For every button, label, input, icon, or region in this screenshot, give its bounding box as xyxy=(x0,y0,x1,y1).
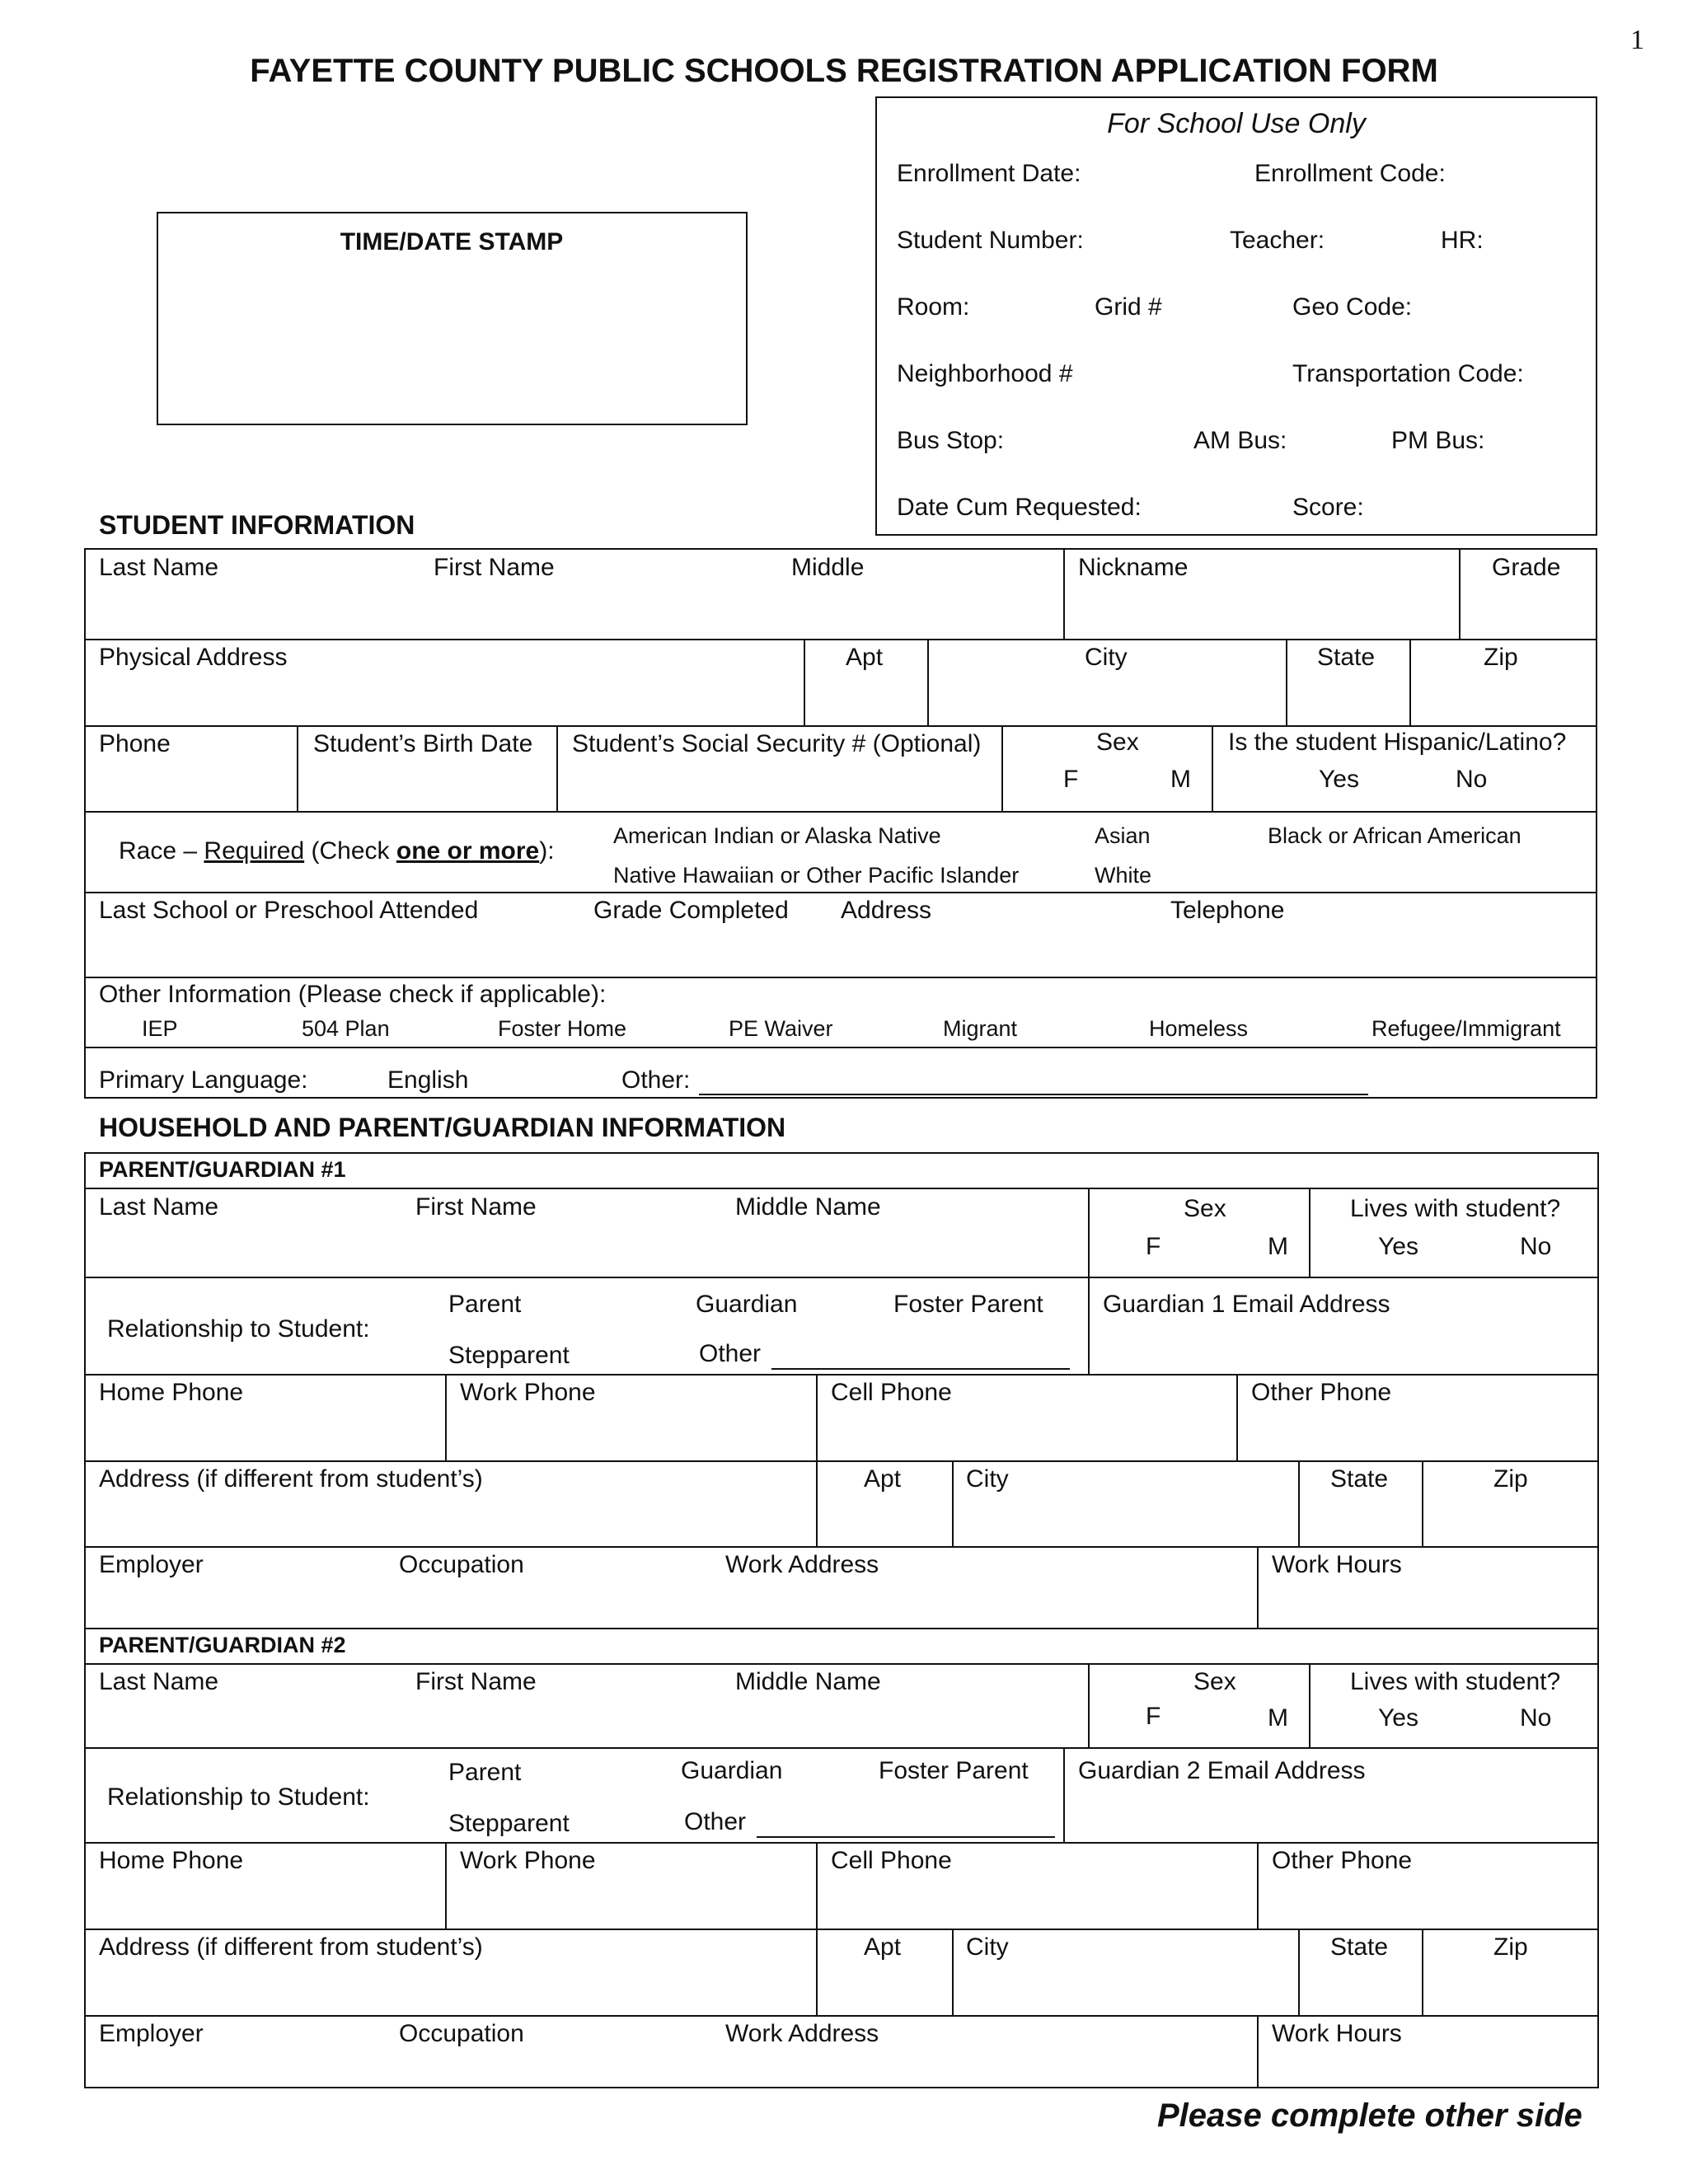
guardian-2-work-phone-label[interactable]: Work Phone xyxy=(460,1847,596,1874)
guardian-1-lives-no-option[interactable]: No xyxy=(1520,1233,1552,1260)
score-label[interactable]: Score: xyxy=(1292,494,1364,521)
race-one-or-more: one or more xyxy=(396,837,540,865)
guardian-2-sex-label: Sex xyxy=(1193,1668,1236,1695)
guardian-2-sex-f-option[interactable]: F xyxy=(1146,1703,1161,1730)
guardian-1-occupation-label[interactable]: Occupation xyxy=(399,1551,524,1578)
am-bus-label[interactable]: AM Bus: xyxy=(1193,427,1287,454)
guardian-2-parent-option[interactable]: Parent xyxy=(448,1759,522,1786)
household-section-title: HOUSEHOLD AND PARENT/GUARDIAN INFORMATION xyxy=(99,1113,786,1142)
other-migrant-option[interactable]: Migrant xyxy=(943,1016,1018,1041)
guardian-1-home-phone-label[interactable]: Home Phone xyxy=(99,1379,244,1406)
student-ssn-label[interactable]: Student’s Social Security # (Optional) xyxy=(572,730,982,757)
guardian-1-first-name-label[interactable]: First Name xyxy=(415,1193,537,1221)
guardian-1-apt-label[interactable]: Apt xyxy=(864,1465,902,1493)
other-foster-home-option[interactable]: Foster Home xyxy=(498,1016,627,1041)
primary-language-label: Primary Language: xyxy=(99,1066,308,1094)
race-hawaiian-option[interactable]: Native Hawaiian or Other Pacific Islander xyxy=(613,863,1020,888)
guardian-2-apt-label[interactable]: Apt xyxy=(864,1933,902,1961)
guardian-2-lives-yes-option[interactable]: Yes xyxy=(1378,1704,1418,1732)
guardian-2-work-hours-label[interactable]: Work Hours xyxy=(1272,2020,1402,2047)
race-american-indian-option[interactable]: American Indian or Alaska Native xyxy=(613,823,941,848)
guardian-1-address-label[interactable]: Address (if different from student’s) xyxy=(99,1465,483,1493)
student-middle-label[interactable]: Middle xyxy=(791,554,865,581)
guardian-1-city-label[interactable]: City xyxy=(966,1465,1009,1493)
race-suffix: ): xyxy=(539,837,555,865)
guardian-1-zip-label[interactable]: Zip xyxy=(1493,1465,1528,1493)
student-physical-address-label[interactable]: Physical Address xyxy=(99,644,288,671)
guardian-2-first-name-label[interactable]: First Name xyxy=(415,1668,537,1695)
guardian-1-lives-with-label: Lives with student? xyxy=(1350,1195,1561,1222)
student-hispanic-label: Is the student Hispanic/Latino? xyxy=(1228,729,1567,756)
student-sex-f-option[interactable]: F xyxy=(1063,766,1079,793)
guardian-2-state-label[interactable]: State xyxy=(1330,1933,1389,1961)
other-refugee-option[interactable]: Refugee/Immigrant xyxy=(1372,1016,1561,1041)
time-date-stamp-label: TIME/DATE STAMP xyxy=(340,228,564,255)
race-required: Required xyxy=(204,837,305,865)
time-date-stamp-box[interactable] xyxy=(157,212,748,425)
other-info-label: Other Information (Please check if applicable): xyxy=(99,981,607,1008)
guardian-2-occupation-label[interactable]: Occupation xyxy=(399,2020,524,2047)
student-city-label[interactable]: City xyxy=(1085,644,1128,671)
student-hispanic-yes-option[interactable]: Yes xyxy=(1319,766,1359,793)
student-phone-label[interactable]: Phone xyxy=(99,730,171,757)
guardian-1-guardian-option[interactable]: Guardian xyxy=(696,1291,798,1318)
guardian-1-parent-option[interactable]: Parent xyxy=(448,1291,522,1318)
guardian-2-email-label[interactable]: Guardian 2 Email Address xyxy=(1078,1757,1366,1784)
guardian-1-sex-label: Sex xyxy=(1184,1195,1226,1222)
guardian-1-employer-label[interactable]: Employer xyxy=(99,1551,204,1578)
footer-note: Please complete other side xyxy=(1157,2097,1582,2134)
last-school-address-label[interactable]: Address xyxy=(841,897,932,924)
grid-label[interactable]: Grid # xyxy=(1095,293,1162,321)
guardian-1-other-input[interactable] xyxy=(771,1368,1070,1370)
guardian-1-work-phone-label[interactable]: Work Phone xyxy=(460,1379,596,1406)
other-homeless-option[interactable]: Homeless xyxy=(1149,1016,1249,1041)
school-use-heading: For School Use Only xyxy=(1107,108,1366,139)
student-sex-label: Sex xyxy=(1096,729,1139,756)
other-504-option[interactable]: 504 Plan xyxy=(302,1016,390,1041)
student-section-title: STUDENT INFORMATION xyxy=(99,510,415,540)
guardian-1-stepparent-option[interactable]: Stepparent xyxy=(448,1342,570,1369)
guardian-2-city-label[interactable]: City xyxy=(966,1933,1009,1961)
guardian-1-work-hours-label[interactable]: Work Hours xyxy=(1272,1551,1402,1578)
guardian-2-relationship-label: Relationship to Student: xyxy=(107,1783,370,1811)
guardian-2-work-address-label[interactable]: Work Address xyxy=(725,2020,879,2047)
pm-bus-label[interactable]: PM Bus: xyxy=(1391,427,1485,454)
guardian-1-lives-yes-option[interactable]: Yes xyxy=(1378,1233,1418,1260)
race-asian-option[interactable]: Asian xyxy=(1095,823,1151,848)
enrollment-code-label[interactable]: Enrollment Code: xyxy=(1254,160,1446,187)
guardian-2-zip-label[interactable]: Zip xyxy=(1493,1933,1528,1961)
student-grade-label[interactable]: Grade xyxy=(1492,554,1561,581)
page-title: FAYETTE COUNTY PUBLIC SCHOOLS REGISTRATION APPLICATION FORM xyxy=(250,53,1438,89)
race-black-option[interactable]: Black or African American xyxy=(1268,823,1522,848)
race-label xyxy=(119,837,555,865)
teacher-label[interactable]: Teacher: xyxy=(1230,227,1325,254)
race-prefix: Race – xyxy=(119,837,198,865)
guardian-1-relationship-label: Relationship to Student: xyxy=(107,1315,370,1343)
page-number: 1 xyxy=(1630,25,1644,55)
guardian-1-email-label[interactable]: Guardian 1 Email Address xyxy=(1103,1291,1390,1318)
bus-stop-label[interactable]: Bus Stop: xyxy=(897,427,1005,454)
guardian-1-work-address-label[interactable]: Work Address xyxy=(725,1551,879,1578)
guardian-2-header: PARENT/GUARDIAN #2 xyxy=(99,1633,346,1657)
guardian-2-address-label[interactable]: Address (if different from student’s) xyxy=(99,1933,483,1961)
guardian-1-foster-parent-option[interactable]: Foster Parent xyxy=(893,1291,1043,1318)
student-nickname-label[interactable]: Nickname xyxy=(1078,554,1189,581)
race-check: (Check xyxy=(311,837,390,865)
student-state-label[interactable]: State xyxy=(1317,644,1376,671)
guardian-1-sex-f-option[interactable]: F xyxy=(1146,1233,1161,1260)
last-school-label[interactable]: Last School or Preschool Attended xyxy=(99,897,479,924)
guardian-2-foster-parent-option[interactable]: Foster Parent xyxy=(879,1757,1029,1784)
guardian-2-home-phone-label[interactable]: Home Phone xyxy=(99,1847,244,1874)
last-school-telephone-label[interactable]: Telephone xyxy=(1170,897,1285,924)
room-label[interactable]: Room: xyxy=(897,293,970,321)
guardian-1-other-option[interactable]: Other xyxy=(699,1340,762,1367)
student-sex-m-option[interactable]: M xyxy=(1170,766,1191,793)
guardian-2-lives-with-label: Lives with student? xyxy=(1350,1668,1561,1695)
guardian-2-stepparent-option[interactable]: Stepparent xyxy=(448,1810,570,1837)
transportation-code-label[interactable]: Transportation Code: xyxy=(1292,360,1524,387)
enrollment-date-label[interactable]: Enrollment Date: xyxy=(897,160,1081,187)
guardian-2-middle-name-label[interactable]: Middle Name xyxy=(735,1668,881,1695)
student-number-label[interactable]: Student Number: xyxy=(897,227,1084,254)
student-hispanic-no-option[interactable]: No xyxy=(1456,766,1488,793)
guardian-1-other-phone-label[interactable]: Other Phone xyxy=(1251,1379,1392,1406)
student-apt-label[interactable]: Apt xyxy=(846,644,884,671)
guardian-2-last-name-label[interactable]: Last Name xyxy=(99,1668,219,1695)
guardian-2-guardian-option[interactable]: Guardian xyxy=(681,1757,783,1784)
guardian-2-cell-phone-label[interactable]: Cell Phone xyxy=(831,1847,952,1874)
guardian-2-other-phone-label[interactable]: Other Phone xyxy=(1272,1847,1413,1874)
guardian-1-last-name-label[interactable]: Last Name xyxy=(99,1193,219,1221)
language-english-option[interactable]: English xyxy=(387,1066,469,1094)
student-first-name-label[interactable]: First Name xyxy=(434,554,555,581)
other-iep-option[interactable]: IEP xyxy=(142,1016,178,1041)
neighborhood-label[interactable]: Neighborhood # xyxy=(897,360,1073,387)
guardian-2-other-input[interactable] xyxy=(757,1836,1055,1838)
guardian-2-lives-no-option[interactable]: No xyxy=(1520,1704,1552,1732)
guardian-2-other-option[interactable]: Other xyxy=(684,1808,747,1835)
guardian-1-middle-name-label[interactable]: Middle Name xyxy=(735,1193,881,1221)
student-last-name-label[interactable]: Last Name xyxy=(99,554,219,581)
hr-label[interactable]: HR: xyxy=(1441,227,1484,254)
geo-code-label[interactable]: Geo Code: xyxy=(1292,293,1413,321)
race-white-option[interactable]: White xyxy=(1095,863,1152,888)
date-cum-label[interactable]: Date Cum Requested: xyxy=(897,494,1142,521)
other-pe-waiver-option[interactable]: PE Waiver xyxy=(729,1016,833,1041)
guardian-1-header: PARENT/GUARDIAN #1 xyxy=(99,1157,346,1182)
student-zip-label[interactable]: Zip xyxy=(1484,644,1518,671)
guardian-1-state-label[interactable]: State xyxy=(1330,1465,1389,1493)
grade-completed-label[interactable]: Grade Completed xyxy=(593,897,789,924)
guardian-1-cell-phone-label[interactable]: Cell Phone xyxy=(831,1379,952,1406)
guardian-2-employer-label[interactable]: Employer xyxy=(99,2020,204,2047)
language-other-input[interactable] xyxy=(699,1094,1368,1095)
guardian-2-sex-m-option[interactable]: M xyxy=(1268,1704,1288,1732)
student-birth-date-label[interactable]: Student’s Birth Date xyxy=(313,730,533,757)
language-other-label: Other: xyxy=(621,1066,691,1094)
guardian-1-sex-m-option[interactable]: M xyxy=(1268,1233,1288,1260)
